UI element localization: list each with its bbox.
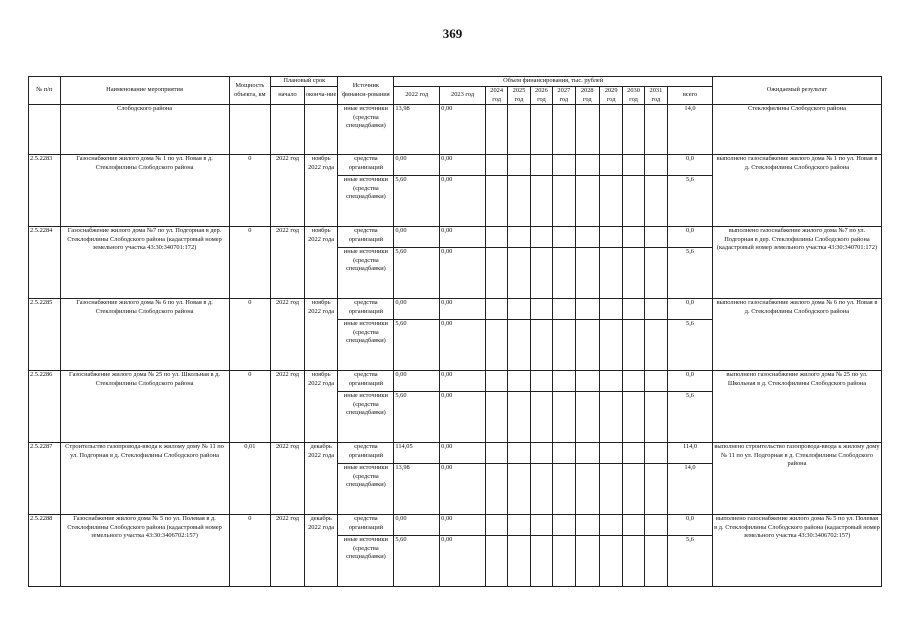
cell-2023: 0,00 [440, 248, 486, 299]
cell-2022: 5,60 [394, 536, 440, 587]
cell-end: ноябрь 2022 года [304, 227, 338, 299]
header-year: 2025 год [508, 87, 530, 105]
cell-result: Стеклофилины Слободского района [712, 105, 881, 155]
cell-result: выполнено газоснабжение жилого дома № 6 по ул. Новая в д. Стеклофилины Слободского района [712, 299, 881, 371]
cell-2023: 0,00 [440, 320, 486, 371]
header-plan-period: Плановый срок [271, 77, 338, 87]
cell-num: 2.5.2287 [29, 443, 61, 515]
cell-end [304, 105, 338, 155]
header-end: оконча-ние [304, 87, 338, 105]
cell-start: 2022 год [271, 227, 305, 299]
cell-start: 2022 год [271, 515, 305, 587]
cell-capacity: 0,01 [229, 443, 271, 515]
cell-2023: 0,00 [440, 227, 486, 248]
header-total: всего [668, 87, 713, 105]
cell-result: выполнено газоснабжение жилого дома №7 по ул. Подгорная в дер. Стеклофилины Слободского района (кадастровый номер земельного участка 43:30:340701:172) [712, 227, 881, 299]
cell-name: Газоснабжение жилого дома №7 по ул. Подгорная в дер. Стеклофилины Слободского района (кадастровый номер земельного участка 43:30:340701:172) [60, 227, 229, 299]
cell-total: 5,6 [668, 176, 713, 227]
table-row [29, 155, 882, 176]
cell-end: декабрь 2022 года [304, 443, 338, 515]
cell-capacity: 0 [229, 515, 271, 587]
table-row [29, 515, 882, 536]
cell-name: Газоснабжение жилого дома № 6 по ул. Новая в д. Стеклофилины Слободского района [60, 299, 229, 371]
cell-result: выполнено газоснабжение жилого дома № 5 по ул. Полевая в д. Стеклофилины Слободского района (кадастровый номер земельного участка 43:30:3406702:157) [712, 515, 881, 587]
cell-source: средства организаций [338, 443, 394, 464]
cell-end: декабрь 2022 года [304, 515, 338, 587]
cell-capacity: 0 [229, 155, 271, 227]
funding-table [28, 76, 882, 587]
header-source: Источник финанси-рования [338, 77, 394, 105]
cell-source: иные источники (средства спецнадбавки) [338, 105, 394, 155]
cell-start: 2022 год [271, 443, 305, 515]
cell-capacity: 0 [229, 299, 271, 371]
header-year: 2027 год [553, 87, 575, 105]
cell-2022: 5,60 [394, 320, 440, 371]
cell-name: Газоснабжение жилого дома № 5 по ул. Полевая в д. Стеклофилины Слободского района (кадастровый номер земельного участка 43:30:3406702:157) [60, 515, 229, 587]
cell-capacity [229, 105, 271, 155]
cell-2022: 5,60 [394, 392, 440, 443]
cell-source: средства организаций [338, 515, 394, 536]
table-row [29, 299, 882, 320]
cell-total: 114,0 [668, 443, 713, 464]
cell-source: иные источники (средства спецнадбавки) [338, 176, 394, 227]
cell-2022: 13,98 [394, 105, 440, 155]
header-year: 2028 год [575, 87, 599, 105]
cell-2023: 0,00 [440, 176, 486, 227]
cell-2022: 0,00 [394, 227, 440, 248]
cell-num: 2.5.2285 [29, 299, 61, 371]
cell-2022: 114,05 [394, 443, 440, 464]
cell-source: иные источники (средства спецнадбавки) [338, 248, 394, 299]
cell-start: 2022 год [271, 155, 305, 227]
cell-total: 0,0 [668, 515, 713, 536]
header-year: 2022 год [394, 87, 440, 105]
cell-2023: 0,00 [440, 299, 486, 320]
cell-2022: 0,00 [394, 299, 440, 320]
cell-2023: 0,00 [440, 371, 486, 392]
header-year: 2023 год [440, 87, 486, 105]
cell-end: ноябрь 2022 года [304, 299, 338, 371]
cell-total: 5,6 [668, 248, 713, 299]
cell-source: иные источники (средства спецнадбавки) [338, 320, 394, 371]
cell-total: 5,6 [668, 392, 713, 443]
header-year: 2024 год [485, 87, 507, 105]
page-number: 369 [442, 26, 463, 41]
cell-2022: 13,98 [394, 464, 440, 515]
cell-total: 5,6 [668, 536, 713, 587]
cell-num: 2.5.2288 [29, 515, 61, 587]
cell-num [29, 105, 61, 155]
header-start: начало [271, 87, 305, 105]
header-year: 2026 год [530, 87, 552, 105]
cell-total: 0,0 [668, 227, 713, 248]
cell-source: средства организаций [338, 371, 394, 392]
cell-source: средства организаций [338, 299, 394, 320]
header-year: 2031 год [644, 87, 667, 105]
header-row [29, 77, 882, 87]
cell-result: выполнено газоснабжение жилого дома № 1 по ул. Новая в д. Стеклофилины Слободского района [712, 155, 881, 227]
cell-2023: 0,00 [440, 443, 486, 464]
cell-num: 2.5.2283 [29, 155, 61, 227]
cell-2022: 5,60 [394, 176, 440, 227]
cell-end: ноябрь 2022 года [304, 371, 338, 443]
cell-source: иные источники (средства спецнадбавки) [338, 464, 394, 515]
cell-2022: 5,60 [394, 248, 440, 299]
cell-2023: 0,00 [440, 536, 486, 587]
cell-2023: 0,00 [440, 105, 486, 155]
table-row [29, 443, 882, 464]
header-name: Наименование мероприятия [60, 77, 229, 105]
cell-source: средства организаций [338, 227, 394, 248]
cell-name: Слободского района [60, 105, 229, 155]
cell-total: 14,0 [668, 464, 713, 515]
header-funding: Объем финансирования, тыс. рублей [394, 77, 713, 87]
table-row [29, 227, 882, 248]
cell-total: 14,0 [668, 105, 713, 155]
cell-2022: 0,00 [394, 155, 440, 176]
cell-total: 5,6 [668, 320, 713, 371]
cell-source: иные источники (средства спецнадбавки) [338, 536, 394, 587]
cell-source: иные источники (средства спецнадбавки) [338, 392, 394, 443]
cell-2022: 0,00 [394, 371, 440, 392]
cell-source: средства организаций [338, 155, 394, 176]
cell-num: 2.5.2286 [29, 371, 61, 443]
cell-name: Газоснабжение жилого дома № 25 по ул. Школьная в д. Стеклофилины Слободского района [60, 371, 229, 443]
cell-capacity: 0 [229, 371, 271, 443]
cell-start: 2022 год [271, 299, 305, 371]
cell-2023: 0,00 [440, 515, 486, 536]
header-result: Ожидаемый результат [712, 77, 881, 105]
cell-start: 2022 год [271, 371, 305, 443]
cell-2022: 0,00 [394, 515, 440, 536]
cell-name: Строительство газопровода-ввода к жилому дому № 11 по ул. Подгорная в д. Стеклофилины Слободского района [60, 443, 229, 515]
cell-end: ноябрь 2022 года [304, 155, 338, 227]
cell-capacity: 0 [229, 227, 271, 299]
cell-2023: 0,00 [440, 464, 486, 515]
table-row [29, 105, 882, 155]
cell-total: 0,0 [668, 371, 713, 392]
cell-total: 0,0 [668, 299, 713, 320]
cell-total: 0,0 [668, 155, 713, 176]
header-num: № п/п [29, 77, 61, 105]
header-capacity: Мощность объекта, км [229, 77, 271, 105]
cell-2023: 0,00 [440, 155, 486, 176]
table-row [29, 371, 882, 392]
cell-result: выполнено строительство газопровода-ввода к жилому дому № 11 по ул. Подгорная в д. Стеклофилины Слободского района [712, 443, 881, 515]
cell-num: 2.5.2284 [29, 227, 61, 299]
header-year: 2030 год [623, 87, 644, 105]
cell-2023: 0,00 [440, 392, 486, 443]
cell-result: выполнено газоснабжение жилого дома № 25 по ул. Школьная в д. Стеклофилины Слободского района [712, 371, 881, 443]
cell-name: Газоснабжение жилого дома № 1 по ул. Новая в д. Стеклофилины Слободского района [60, 155, 229, 227]
header-year: 2029 год [599, 87, 622, 105]
cell-start [271, 105, 305, 155]
